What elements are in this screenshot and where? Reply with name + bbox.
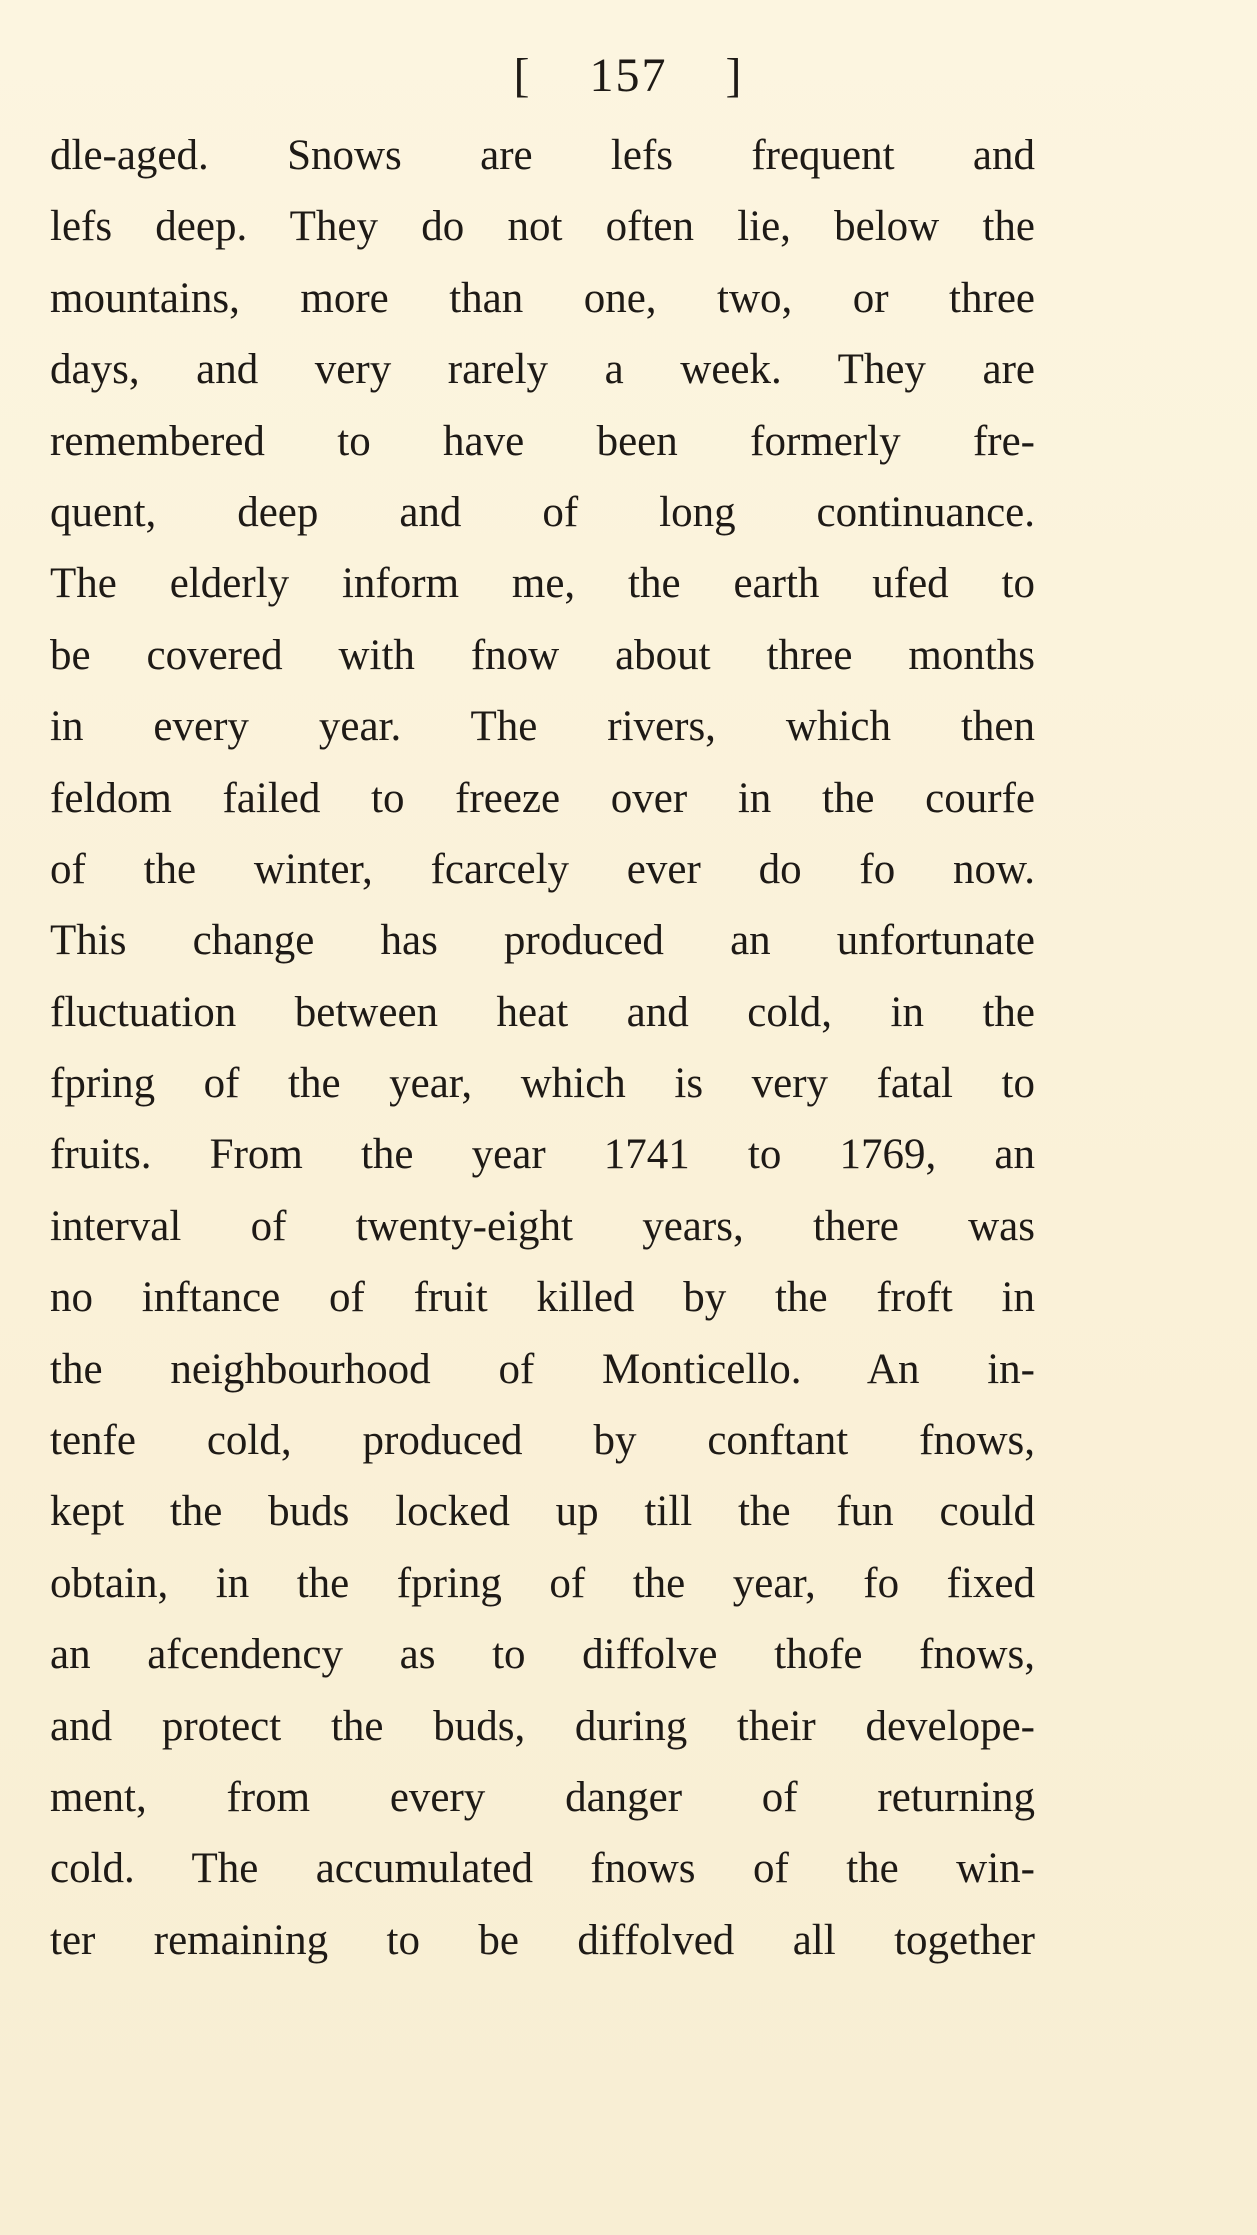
text-line: ment, from every danger of returning	[50, 1773, 1035, 1821]
bracket-open: [	[513, 49, 532, 102]
text-line: and protect the buds, during their develope-	[50, 1702, 1035, 1750]
text-line: kept the buds locked up till the fun could	[50, 1488, 1035, 1536]
text-line: no inftance of fruit killed by the froft in	[50, 1274, 1035, 1322]
text-line: of the winter, fcarcely ever do fo now.	[50, 845, 1035, 893]
text-line: lefs deep. They do not often lie, below the	[50, 203, 1035, 251]
text-line: fpring of the year, which is very fatal to	[50, 1060, 1035, 1108]
text-line: an afcendency as to diffolve thofe fnows,	[50, 1631, 1035, 1679]
text-line: be covered with fnow about three months	[50, 631, 1035, 679]
text-line: This change has produced an unfortunate	[50, 917, 1035, 965]
text-line: fruits. From the year 1741 to 1769, an	[50, 1131, 1035, 1179]
text-line: mountains, more than one, two, or three	[50, 274, 1035, 322]
text-line: interval of twenty-eight years, there was	[50, 1202, 1035, 1250]
text-line: feldom failed to freeze over in the courfe	[50, 774, 1035, 822]
text-line: in every year. The rivers, which then	[50, 703, 1035, 751]
text-line: the neighbourhood of Monticello. An in-	[50, 1345, 1035, 1393]
text-line: The elderly inform me, the earth ufed to	[50, 560, 1035, 608]
text-line: days, and very rarely a week. They are	[50, 346, 1035, 394]
text-line: obtain, in the fpring of the year, fo fixed	[50, 1559, 1035, 1607]
text-line: dle-aged. Snows are lefs frequent and	[50, 132, 1035, 179]
page-number: 157	[589, 49, 668, 102]
page-header	[0, 48, 1257, 103]
bracket-close: ]	[725, 49, 744, 102]
text-line: remembered to have been formerly fre-	[50, 417, 1035, 465]
text-line: fluctuation between heat and cold, in the	[50, 988, 1035, 1036]
text-line: cold. The accumulated fnows of the win-	[50, 1845, 1035, 1893]
text-line: ter remaining to be diffolved all together	[50, 1916, 1035, 1964]
text-line: tenfe cold, produced by conftant fnows,	[50, 1417, 1035, 1465]
text-line: quent, deep and of long continuance.	[50, 488, 1035, 536]
body-text	[50, 120, 1035, 1976]
